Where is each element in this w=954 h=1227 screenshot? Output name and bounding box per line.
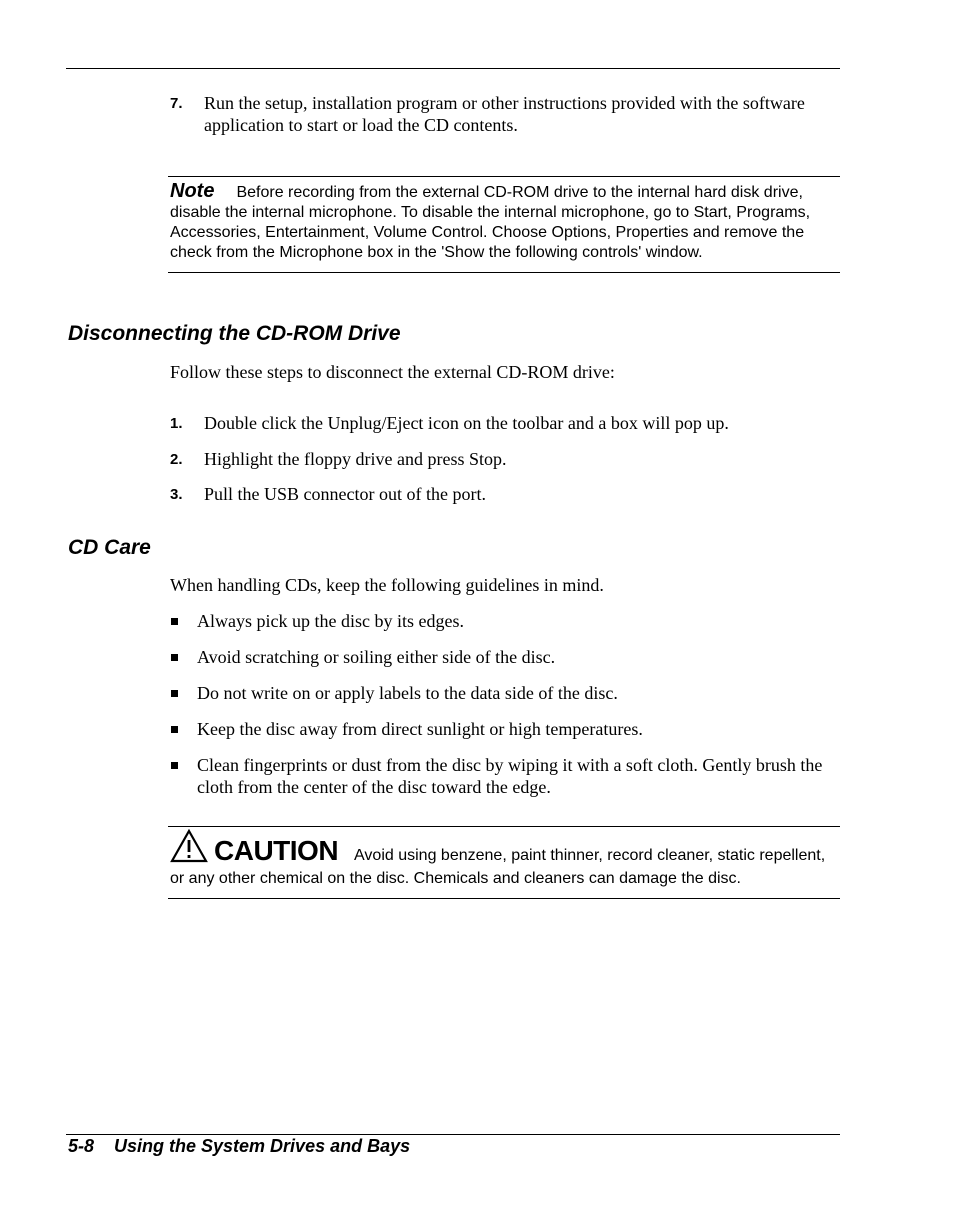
- warning-triangle-icon: [170, 829, 208, 869]
- step-2: [170, 448, 840, 470]
- step-text: Highlight the floppy drive and press Stop.: [204, 449, 507, 469]
- note-text: Before recording from the external CD-ROM drive to the internal hard disk drive, disable the internal microphone. To disable the internal microphone, go to Start, Programs, Accessories, Entertainment, Volume Control. Choose Options, Properties and remove the check from the Microphone box in the 'Show the following controls' window.: [170, 184, 811, 261]
- bullet-square-icon: [171, 690, 178, 697]
- section-intro: Follow these steps to disconnect the external CD-ROM drive:: [170, 362, 615, 382]
- chapter-title: Using the System Drives and Bays: [114, 1136, 411, 1156]
- page-footer: [68, 1136, 410, 1157]
- step-text: Pull the USB connector out of the port.: [204, 484, 486, 504]
- section-heading-disconnecting: Disconnecting the CD-ROM Drive: [68, 322, 401, 345]
- step-3: [170, 483, 840, 505]
- bullet-square-icon: [171, 654, 178, 661]
- step-text: Double click the Unplug/Eject icon on the toolbar and a box will pop up.: [204, 413, 729, 433]
- bullet-square-icon: [171, 726, 178, 733]
- caution-label: CAUTION: [214, 835, 339, 866]
- bullet-text: Clean fingerprints or dust from the disc by wiping it with a soft cloth. Gently brush the cloth from the center of the disc toward the edge.: [197, 755, 823, 797]
- bullet-item: [170, 718, 840, 740]
- caution-box: [168, 826, 840, 899]
- bullet-square-icon: [171, 762, 178, 769]
- section-heading-cd-care: CD Care: [68, 536, 151, 559]
- bullet-item: [170, 610, 840, 632]
- step-number: 2.: [170, 451, 183, 468]
- step-text: Run the setup, installation program or other instructions provided with the software application to start or load the CD contents.: [204, 93, 805, 135]
- note-label: Note: [170, 180, 215, 202]
- header-rule: [66, 68, 840, 69]
- bullet-text: Keep the disc away from direct sunlight or high temperatures.: [197, 719, 643, 739]
- bullet-item: [170, 754, 840, 798]
- bullet-text: Do not write on or apply labels to the data side of the disc.: [197, 683, 618, 703]
- page-number: 5-8: [68, 1136, 95, 1156]
- step-number: 1.: [170, 415, 183, 432]
- step-number: 7.: [170, 95, 183, 112]
- bullet-square-icon: [171, 618, 178, 625]
- note-box: [168, 176, 840, 273]
- section-intro: When handling CDs, keep the following guidelines in mind.: [170, 575, 604, 595]
- bullet-item: [170, 682, 840, 704]
- bullet-text: Always pick up the disc by its edges.: [197, 611, 464, 631]
- bullet-text: Avoid scratching or soiling either side of the disc.: [197, 647, 556, 667]
- bullet-item: [170, 646, 840, 668]
- step-7: [170, 92, 840, 136]
- caution-text: Avoid using benzene, paint thinner, record cleaner, static repellent, or any other chemical on the disc. Chemicals and cleaners can damage the disc.: [170, 847, 826, 887]
- footer-rule: [66, 1134, 840, 1135]
- step-1: [170, 412, 840, 434]
- step-number: 3.: [170, 486, 183, 503]
